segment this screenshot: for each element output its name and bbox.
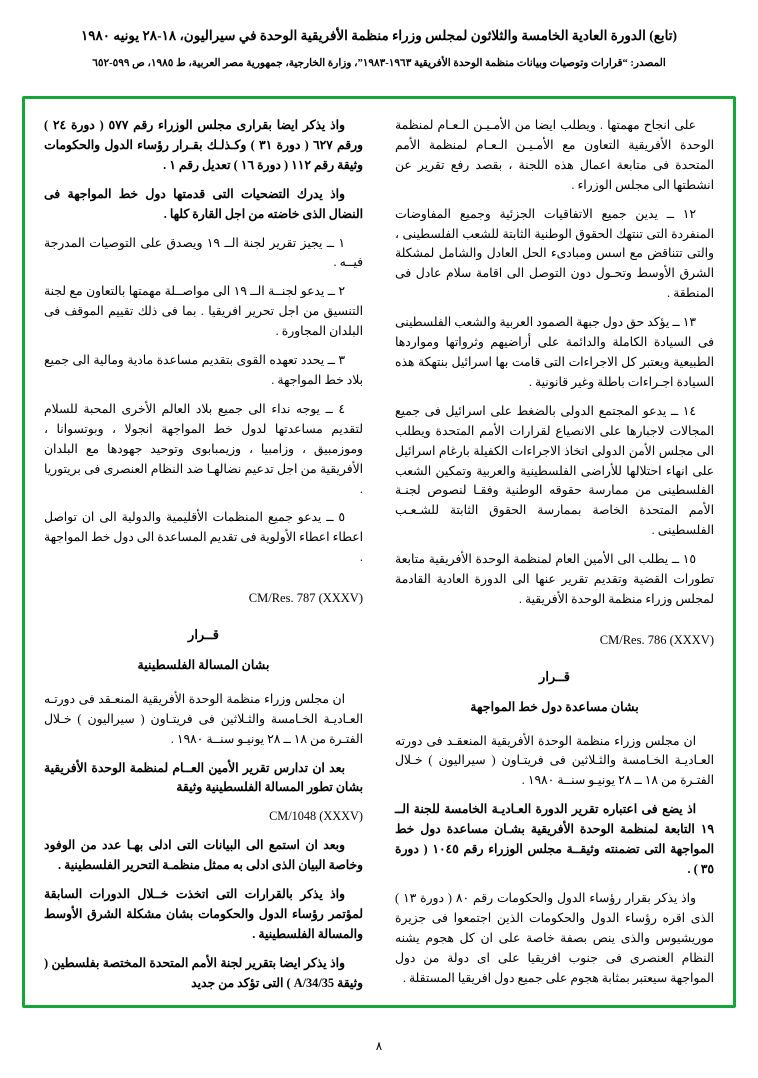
paragraph: واذ يذكر ايضا بقرارى مجلس الوزراء رقم ٥٧٧ ( دورة ٢٤ ) ورقم ٦٢٧ ( دورة ٣١ ) وكـذلـك بقـرار رؤساء الدول والحكومات وثيقة رقم ١١٢ ( دورة ١٦ ) تعديل رقم ١ . — [44, 118, 363, 172]
column-left — [44, 116, 379, 994]
two-column-body — [26, 100, 732, 1004]
column-right — [379, 116, 714, 994]
resolution-subject: بشان المسالة الفلسطينية — [137, 658, 270, 673]
resolution-id: CM/Res. 787 (XXXV) — [248, 591, 363, 606]
paragraph: بعد ان تدارس تقرير الأمين العــام لمنظمة الوحدة الأفريقية بشان تطور المسالة الفلسطينية وثيقة — [44, 760, 363, 795]
paragraph: اذ يضع فى اعتباره تقرير الدورة العـاديـة الخامسة للجنة الــ ١٩ التابعة لمنظمة الوحدة الأفريقية بشـان مساعدة دول خط المواجهة التى تضمنته وثيقــة مجلس الوزراء رقم ١٠٤٥ ( دورة ٣٥ ) . — [395, 802, 714, 876]
paragraph: ٣ ــ يحدد تعهده القوى بتقديم مساعدة مادية ومالية الى جميع بلاد خط المواجهة . — [44, 353, 363, 387]
paragraph: ٥ ــ يدعو جميع المنظمات الأقليمية والدولية الى ان تواصل اعطاء اعطاء الأولوية فى تقديم المساعدة الى دول خط المواجهة . — [44, 510, 363, 565]
paragraph: ١٢ ــ يدين جميع الاتفاقيات الجزئية وجميع المفاوضات المنفردة التى تنتهك الحقوق الوطنية الثابتة للشعب الفلسطينى ، والتى تتناقض مع اسس ومبادىء الحل العادل والشامل لمشكلة الشرق الأوسط وتحـول دون التوصل الى اقامة سلام عادل فى المنطقة . — [395, 206, 714, 301]
page-header — [0, 0, 758, 72]
paragraph: ٢ ــ يدعو لجنــة الــ ١٩ الى مواصــلة مهمتها بالتعاون مع لجنة التنسيق من اجل تحرير افريقيا . بما فى ذلك تقييم الموقف فى البلدان المجاورة . — [44, 284, 363, 339]
resolution-subject: بشان مساعدة دول خط المواجهة — [470, 700, 639, 715]
paragraph: ١٣ ــ يؤكد حق دول جبهة الصمود العربية والشعب الفلسطينى فى السيادة الكاملة والدائمة على أراضيهم وثرواتها ومواردها الطبيعية ويعتبر كل الاجراءات التى قامت بها اسرائيل بنتهكة هذه السيادة اجـراءات باطلة وغير قانونية . — [395, 315, 714, 389]
paragraph: ١٤ ــ يدعو المجتمع الدولى بالضغط على اسرائيل فى جميع المجالات لاجبارها على الانصياع لقرارات الأمم المتحدة ويطلب الى مجلس الأمن الدولى اتخاذ الاجراءات الكفيلة بارغام اسرائيل على انهاء احتلالها للأراضى الفلسطينية والعربية وتمكين الشعب الفلسطينى من ممارسة حقوقه الوطنية وفقـا لنصوص لجنـة الأمم المتحدة الخاصة بممارسة الحقوق الثابتة للشـعـب الفلسطينى . — [395, 403, 714, 538]
paragraph: على انجاح مهمتها . ويطلب ايضا من الأمـيـن الـعـام لمنظمة الوحدة الأفريقية التعاون مع الأمـيـن الـعـام لمنظمة الأمم المتحدة فى متابعة اعمال هذه اللجنة ، بقصد رفع تقرير عن انشطتها الى مجلس الوزراء . — [395, 118, 714, 192]
paragraph: وبعد ان استمع الى البيانات التى ادلى بهـا عدد من الوفود وخاصة البيان الذى ادلى به ممثل منظمـة التحرير الفلسطينية . — [44, 838, 363, 873]
paragraph: ان مجلس وزراء منظمة الوحدة الأفريقية المنعـقد فى دورتـه العـاديـة الخـامسة والثـلاثين فى فريتـاون ( سيراليون ) خـلال الفتـرة من ١٨ ــ ٢٨ يونيـو سنــة ١٩٨٠ . — [44, 691, 363, 746]
paragraph: ١٥ ــ يطلب الى الأمين العام لمنظمة الوحدة الأفريقية متابعة تطورات القضية وتقديم تقرير عنها الى الدورة العادية القادمة لمجلس وزراء منظمة الوحدة الأفريقية . — [395, 552, 714, 606]
paragraph: واذ يدرك التضحيات التى قدمتها دول خط المواجهة فى النضال الذى خاضته من اجل القارة كلها . — [44, 186, 363, 221]
header-source: المصدر: “قرارات وتوصيات وبيانات منظمة الوحدة الأفريقية ١٩٦٣-١٩٨٣”، وزارة الخارجية، جمهورية مصر العربية، ط ١٩٨٥، ص ٥٩٩-٦٥٢ — [92, 58, 666, 70]
resolution-heading: قــرار — [188, 627, 219, 643]
document-code: CM/1048 (XXXV) — [269, 809, 363, 824]
resolution-id: CM/Res. 786 (XXXV) — [599, 632, 714, 647]
header-title: (تابع) الدورة العادية الخامسة والثلاثون لمجلس وزراء منظمة الأفريقية الوحدة في سيراليون، ١٨-٢٨ يونيه ١٩٨٠ — [80, 28, 678, 43]
paragraph: ان مجلس وزراء منظمة الوحدة الأفريقية المنعقـد فى دورته العـاديـة الخـامسة والثـلاثين فى فريتـاون ( سيراليون ) خـلال الفتـرة من ١٨ ــ ٢٨ يونيـو سنــة ١٩٨٠ . — [395, 733, 714, 788]
paragraph: ١ ــ يجيز تقرير لجنة الــ ١٩ ويصدق على التوصيات المدرجة فيــه . — [44, 235, 363, 270]
paragraph: واذ يذكر بقرار رؤساء الدول والحكومات رقم ٨٠ ( دورة ١٣ ) الذى اقره رؤساء الدول والحكومات الذين اجتمعوا فى جزيرة موريشيوس والذى ينص بصفة خاصة على ان كل هجوم يشنه النظام العنصرى فى جنوب افريقيا على اى دولة من دول المواجهة سيعتبر بمثابة هجوم على جميع دول افريقيا المستقلة . — [395, 890, 714, 985]
page-number: ٨ — [375, 1039, 383, 1053]
paragraph: واذ يذكر ايضا بتقرير لجنة الأمم المتحدة المختصة بفلسطين ( وثيقة A/34/35 ) التى تؤكد من جديد — [44, 955, 363, 990]
paragraph: ٤ ــ يوجه نداء الى جميع بلاد العالم الأخرى المحبة للسلام لتقديم مساعدتها لدول خط المواجهة انجولا ، وبوتسوانا ، وموزمبيق ، وزامبيا ، وزيمبابوى وتوحيد جهودها مع البلدان الأفريقية من اجل تدعيم نضالهـا ضد النظام العنصرى فى بريتوريا . — [44, 401, 363, 496]
paragraph: واذ يذكر بالقرارات التى اتخذت خــلال الدورات السابقة لمؤتمر رؤساء الدول والحكومات بشان مشكلة الشرق الأوسط والمسالة الفلسطينية . — [44, 887, 363, 941]
resolution-heading: قــرار — [539, 669, 570, 685]
